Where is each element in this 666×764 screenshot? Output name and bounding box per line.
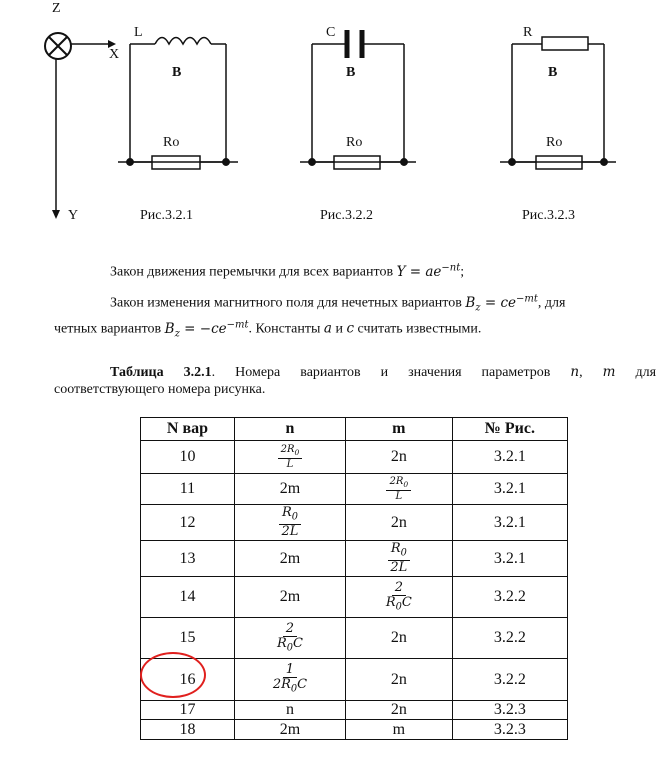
cell-n: n (234, 701, 345, 720)
fig3-caption: Рис.3.2.3 (522, 208, 575, 223)
resistor-r (542, 37, 588, 50)
table-row (141, 441, 568, 474)
table-row (141, 701, 568, 720)
table-row (141, 577, 568, 618)
cell-m (345, 474, 452, 505)
fig3-element-label: R (523, 25, 533, 40)
motion-law-formula: $Y = ae^{-nt}$ (396, 262, 461, 280)
cell-var: 14 (141, 577, 235, 618)
cell-fig: 3.2.1 (452, 441, 567, 474)
fig2-element-label: C (326, 25, 336, 40)
cell-n: 2m (234, 577, 345, 618)
fig3-resistor-label: Ro (546, 135, 563, 150)
table-row (141, 541, 568, 577)
fig2-field-label: B (346, 65, 356, 80)
variants-table (140, 417, 568, 740)
cell-var: 18 (141, 720, 235, 740)
fig1-field-label: B (172, 65, 182, 80)
table-row (141, 474, 568, 505)
cell-fig: 3.2.2 (452, 659, 567, 701)
cell-n (234, 441, 345, 474)
fig3-field-label: B (548, 65, 558, 80)
header-m: m (345, 418, 452, 441)
cell-n (234, 505, 345, 541)
cell-fig: 3.2.1 (452, 505, 567, 541)
header-var: N вар (141, 418, 235, 441)
motion-law-paragraph: Закон движения перемычки для всех вариантов $Y = ae^{-nt}$; (110, 262, 465, 280)
cell-n (234, 659, 345, 701)
cell-fig: 3.2.3 (452, 720, 567, 740)
fraction: $\frac{R_0}{2L}$ (279, 506, 301, 539)
table-caption-line2: соответствующего номера рисунка. (54, 382, 266, 397)
cell-n (234, 618, 345, 659)
cell-n: 2m (234, 541, 345, 577)
cell-fig: 3.2.3 (452, 701, 567, 720)
field-law-paragraph-line1: Закон изменения магнитного поля для нечетных вариантов $B_z = ce^{-mt}$, для (110, 293, 566, 314)
const-a: a (323, 320, 332, 337)
const-c: c (346, 320, 355, 337)
cell-n: 2m (234, 720, 345, 740)
table-row (141, 720, 568, 740)
fig1-resistor-label: Ro (163, 135, 180, 150)
fig1-caption: Рис.3.2.1 (140, 208, 193, 223)
axis-x-label: X (109, 47, 120, 62)
cell-m: m (345, 720, 452, 740)
field-law-text: Закон изменения магнитного поля для нечетных вариантов (110, 295, 462, 311)
motion-law-text: Закон движения перемычки для всех вариантов (110, 264, 394, 280)
fig2-caption: Рис.3.2.2 (320, 208, 373, 223)
cell-fig: 3.2.2 (452, 577, 567, 618)
cell-m: 2n (345, 505, 452, 541)
fraction: $\frac{2}{R_0C}$ (276, 620, 303, 654)
cell-var: 13 (141, 541, 235, 577)
cell-var: 12 (141, 505, 235, 541)
cell-m: 2n (345, 659, 452, 701)
fraction: $\frac{2}{R_0C}$ (385, 579, 412, 613)
axis-z-label: Z (52, 1, 61, 16)
field-law-paragraph-line2: четных вариантов $B_z = -ce^{-mt}$. Константы a и c считать известными. (54, 319, 482, 340)
circuit-figures (0, 0, 666, 240)
header-fig: № Рис. (452, 418, 567, 441)
cell-n: 2m (234, 474, 345, 505)
fraction: $\frac{2R_0}{L}$ (278, 444, 303, 469)
cell-var: 16 (141, 659, 235, 701)
table-row (141, 505, 568, 541)
fig2-resistor-label: Ro (346, 135, 363, 150)
cell-m: 2n (345, 618, 452, 659)
cell-fig: 3.2.1 (452, 474, 567, 505)
fraction: $\frac{R_0}{2L}$ (388, 542, 410, 575)
fraction: $\frac{1}{2R_0C}$ (272, 662, 308, 696)
cell-var: 15 (141, 618, 235, 659)
inductor-coil (155, 38, 211, 45)
cell-m: 2n (345, 701, 452, 720)
annotation-circle (140, 652, 206, 698)
cell-m (345, 541, 452, 577)
header-n: n (234, 418, 345, 441)
field-odd-formula: $B_z = ce^{-mt}$ (465, 293, 538, 314)
table-caption-line1: Таблица 3.2.1. Номера вариантов и значения параметров n, m для (110, 364, 657, 380)
cell-fig: 3.2.2 (452, 618, 567, 659)
cell-m (345, 577, 452, 618)
table-caption-label: Таблица 3.2.1 (110, 365, 212, 380)
table-row (141, 618, 568, 659)
cell-var: 10 (141, 441, 235, 474)
cell-m: 2n (345, 441, 452, 474)
cell-var: 11 (141, 474, 235, 505)
axis-y-label: Y (68, 208, 79, 223)
fig1-element-label: L (134, 25, 143, 40)
table-header-row (141, 418, 568, 441)
field-even-prefix: четных вариантов (54, 321, 162, 337)
fraction: $\frac{2R_0}{L}$ (386, 476, 411, 501)
field-even-formula: $B_z = -ce^{-mt}$ (164, 319, 249, 340)
cell-var: 17 (141, 701, 235, 720)
cell-fig: 3.2.1 (452, 541, 567, 577)
